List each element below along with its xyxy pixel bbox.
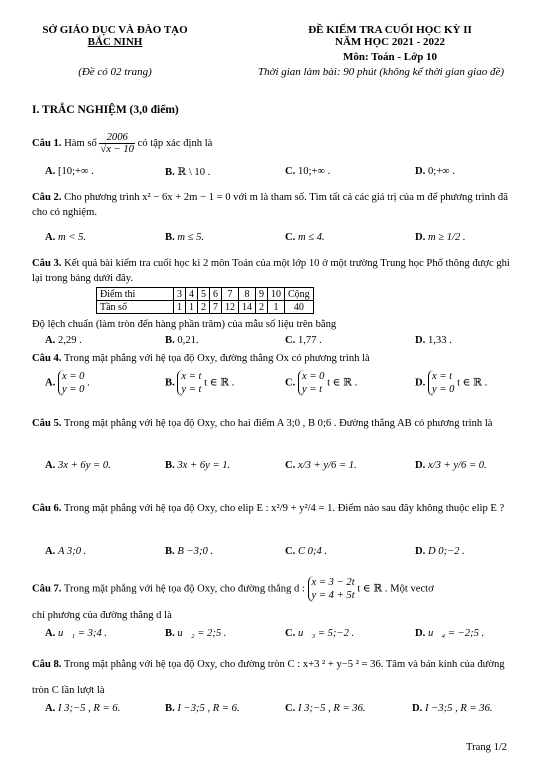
dept-name: SỞ GIÁO DỤC VÀ ĐÀO TẠO <box>42 24 188 36</box>
table-cell: 1 <box>174 301 186 314</box>
q8-option-b[interactable]: B. I −3;5 , R = 6. <box>165 703 240 714</box>
table-cell: 7 <box>222 288 239 301</box>
q6-option-b[interactable]: B. B −3;0 . <box>165 546 214 557</box>
table-cell: 7 <box>210 301 222 314</box>
school-year: NĂM HỌC 2021 - 2022 <box>335 36 445 48</box>
q1-option-a[interactable]: A. [10;+∞ . <box>45 166 94 177</box>
q1-frac-num: 2006 <box>99 132 135 144</box>
table-cell: Cộng <box>285 288 314 301</box>
question-2: Câu 2. Cho phương trình x² − 6x + 2m − 1 = 0 với m là tham số. Tìm tất cả các giá trị của m để phương trình đã cho có nghiệm. <box>32 192 508 218</box>
question-6: Câu 6. Trong mặt phẳng với hệ tọa độ Oxy, cho elip E : x²/9 + y²/4 = 1. Điểm nào sau đây không thuộc elip E ? <box>32 503 505 514</box>
table-row <box>97 288 314 301</box>
question-5: Câu 5. Trong mặt phẳng với hệ tọa độ Oxy, cho hai điểm A 3;0 , B 0;6 . Đường thẳng AB có phương trình là <box>32 418 493 429</box>
page-count-note: (Đề có 02 trang) <box>78 66 152 78</box>
section-title: I. TRẮC NGHIỆM (3,0 điểm) <box>32 104 179 116</box>
q2-option-b[interactable]: B. m ≤ 5. <box>165 232 205 243</box>
q3-option-c[interactable]: C. 1,77 . <box>285 335 322 346</box>
q7-option-b[interactable]: B. u⃗₂ = 2;5 . <box>165 628 227 639</box>
q5-option-c[interactable]: C. x/3 + y/6 = 1. <box>285 460 357 471</box>
q4-option-c[interactable]: C. x = 0 y = t t ∈ ℝ . <box>285 371 358 395</box>
q2-option-c[interactable]: C. m ≤ 4. <box>285 232 325 243</box>
q1-tail: có tập xác định là <box>137 137 213 149</box>
q1-option-d[interactable]: D. 0;+∞ . <box>415 166 456 177</box>
question-1 <box>32 132 212 155</box>
q7-option-c[interactable]: C. u⃗₃ = 5;−2 . <box>285 628 355 639</box>
table-cell: 4 <box>186 288 198 301</box>
question-8: Câu 8. Trong mặt phẳng với hệ tọa độ Oxy, cho đường tròn C : x+3 ² + y−5 ² = 36. Tâm và bán kính của đường tròn C lần lượt là <box>32 659 505 696</box>
q1-option-c[interactable]: C. 10;+∞ . <box>285 166 331 177</box>
q2-option-d[interactable]: D. m ≥ 1/2 . <box>415 232 466 243</box>
q7-option-a[interactable]: A. u⃗₁ = 3;4 . <box>45 628 108 639</box>
table-cell: 9 <box>256 288 268 301</box>
question-4: Câu 4. Trong mặt phẳng với hệ tọa độ Oxy, đường thẳng Ox có phương trình là <box>32 353 370 364</box>
table-row <box>97 301 314 314</box>
table-cell: 14 <box>239 301 256 314</box>
table-cell: 1 <box>186 301 198 314</box>
q2-option-a[interactable]: A. m < 5. <box>45 232 87 243</box>
q1-frac-den: √x − 10 <box>100 144 134 155</box>
table-cell: 5 <box>198 288 210 301</box>
q3-option-d[interactable]: D. 1,33 . <box>415 335 452 346</box>
table-cell: 12 <box>222 301 239 314</box>
q5-option-a[interactable]: A. 3x + 6y = 0. <box>45 460 111 471</box>
q7-text-cont: chỉ phương của đường thẳng d là <box>32 610 172 621</box>
table-cell: 8 <box>239 288 256 301</box>
q8-option-c[interactable]: C. I 3;−5 , R = 36. <box>285 703 366 714</box>
q4-option-a[interactable]: A. x = 0 y = 0 . <box>45 371 90 395</box>
q3-option-a[interactable]: A. 2,29 . <box>45 335 82 346</box>
page-footer: Trang 1/2 <box>466 742 508 753</box>
q4-option-b[interactable]: B. x = t y = t t ∈ ℝ . <box>165 371 235 395</box>
subject: Môn: Toán - Lớp 10 <box>342 51 438 63</box>
time-note: Thời gian làm bài: 90 phút (không kể thời gian giao đề) <box>257 66 505 78</box>
q4-option-d[interactable]: D. x = t y = 0 t ∈ ℝ . <box>415 371 488 395</box>
table-cell: 1 <box>268 301 285 314</box>
q8-option-a[interactable]: A. I 3;−5 , R = 6. <box>45 703 121 714</box>
question-7: Câu 7. Trong mặt phẳng với hệ tọa độ Oxy, cho đường thẳng d : x = 3 − 2t y = 4 + 5t t ∈ ℝ . Một vectơ <box>32 577 434 601</box>
question-3: Câu 3. Kết quả bài kiểm tra cuối học kì 2 môn Toán của một lớp 10 ở một trường Trung học Phổ thông được ghi lại trong bảng dưới đây. <box>32 258 510 284</box>
q3-after-text: Độ lệch chuẩn (làm tròn đến hàng phần trăm) của mẫu số liệu trên bằng <box>32 319 337 330</box>
table-header-cell: Điểm thi <box>97 288 174 301</box>
q7-option-d[interactable]: D. u⃗₄ = −2;5 . <box>415 628 485 639</box>
q5-option-b[interactable]: B. 3x + 6y = 1. <box>165 460 231 471</box>
table-header-cell: Tần số <box>97 301 174 314</box>
q8-option-d[interactable]: D. I −3;5 , R = 36. <box>412 703 493 714</box>
q1-label: Câu 1. <box>32 137 62 149</box>
q3-option-b[interactable]: B. 0,21. <box>165 335 199 346</box>
q6-option-c[interactable]: C. C 0;4 . <box>285 546 328 557</box>
q6-option-d[interactable]: D. D 0;−2 . <box>415 546 465 557</box>
q1-option-b[interactable]: B. ℝ \ 10 . <box>165 167 211 178</box>
q6-option-a[interactable]: A. A 3;0 . <box>45 546 87 557</box>
province-name: BẮC NINH <box>87 36 143 48</box>
score-table <box>96 287 314 314</box>
table-cell: 40 <box>285 301 314 314</box>
exam-title: ĐỀ KIỂM TRA CUỐI HỌC KỲ II <box>308 24 472 36</box>
table-cell: 10 <box>268 288 285 301</box>
table-cell: 2 <box>256 301 268 314</box>
table-cell: 2 <box>198 301 210 314</box>
q5-option-d[interactable]: D. x/3 + y/6 = 0. <box>415 460 487 471</box>
table-cell: 3 <box>174 288 186 301</box>
table-cell: 6 <box>210 288 222 301</box>
q1-text: Hàm số <box>64 137 97 149</box>
